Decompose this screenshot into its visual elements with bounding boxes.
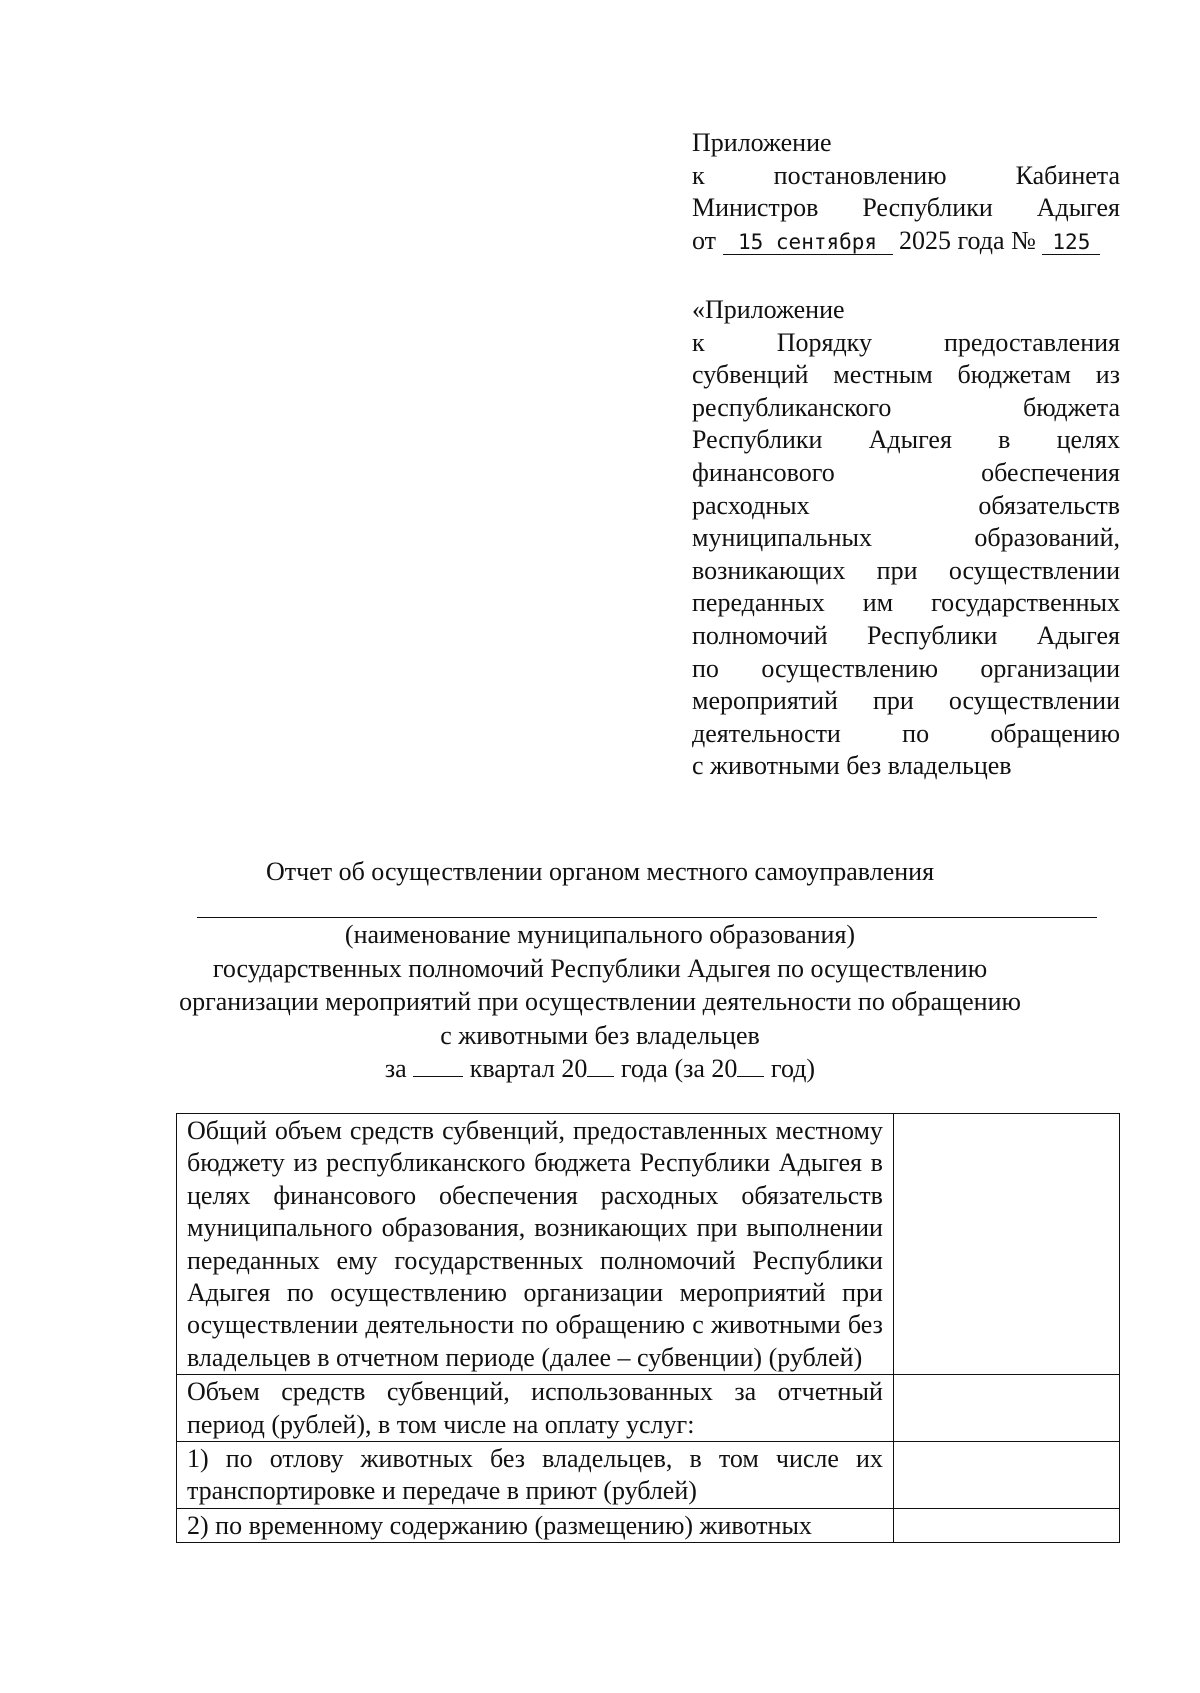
annex-word: Кабинета [1015, 160, 1120, 190]
annex-header [692, 127, 1120, 257]
annex-quote-line: расходных обязательств [692, 490, 1120, 520]
period-text: за [384, 1054, 407, 1084]
annex-word: Республики [862, 193, 993, 223]
annex-quote-last-line: с животными без владельцев [692, 751, 1012, 781]
row-value [893, 1442, 1119, 1509]
annex-quote-title: «Приложение [692, 295, 845, 324]
annex-quote-line: субвенций местным бюджетам из [692, 360, 1120, 390]
table-row [177, 1508, 1120, 1542]
period-text: года (за 20 [620, 1054, 738, 1084]
annex-quote-line: по осуществлению организации [692, 653, 1120, 683]
year-blank [737, 1054, 764, 1077]
period-text: год) [770, 1054, 816, 1084]
annex-header-date-line [692, 225, 1120, 258]
placeholder-caption: (наименование муниципального образования) [344, 920, 856, 949]
annex-quote-line: деятельности по обращению [692, 718, 1120, 748]
annex-word: к [692, 160, 705, 190]
row-label: 1) по отлову животных без владельцев, в том числе их транспортировке и передаче в приют (рублей) [177, 1442, 894, 1509]
heading-line: государственных полномочий Республики Адыгея по осуществлению [212, 953, 988, 983]
quarter-blank [413, 1054, 463, 1077]
annex-quote-line: мероприятий при осуществлении [692, 686, 1120, 716]
row-label: 2) по временному содержанию (размещению) животных [177, 1508, 894, 1542]
table-row [177, 1114, 1120, 1375]
annex-quote-line: полномочий Республики Адыгея [692, 620, 1120, 650]
report-heading [150, 918, 1050, 1086]
row-value [893, 1375, 1119, 1442]
annex-quote-line: переданных им государственных [692, 588, 1120, 618]
handwritten-date: 15 сентября [723, 230, 893, 255]
annex-quote [692, 294, 1120, 783]
row-label: Объем средств субвенций, использованных за отчетный период (рублей), в том числе на оплату услуг: [177, 1375, 894, 1442]
annex-header-line2 [692, 160, 1120, 193]
annex-word: Адыгея [1036, 193, 1120, 223]
handwritten-number: 125 [1042, 230, 1100, 255]
annex-quote-line: возникающих при осуществлении [692, 555, 1120, 585]
period-text: квартал 20 [469, 1054, 588, 1084]
date-suffix: 2025 года № [899, 225, 1036, 255]
row-value [893, 1508, 1119, 1542]
report-title: Отчет об осуществлении органом местного самоуправления [265, 857, 935, 886]
table-row [177, 1442, 1120, 1509]
annex-quote-line: республиканского бюджета [692, 392, 1120, 422]
table-row [177, 1375, 1120, 1442]
year-blank [587, 1054, 614, 1077]
report-table [176, 1113, 1120, 1543]
annex-quote-line: муниципальных образований, [692, 523, 1120, 553]
annex-quote-line: финансового обеспечения [692, 457, 1120, 487]
annex-header-title: Приложение [692, 128, 832, 157]
report-period-line [150, 1052, 1050, 1086]
annex-quote-line: к Порядку предоставления [692, 327, 1120, 357]
annex-word: постановлению [773, 160, 947, 190]
heading-line: с животными без владельцев [440, 1020, 760, 1050]
row-label: Общий объем средств субвенций, предоставленных местному бюджету из республиканского бюджета Республики Адыгея в целях финансового обеспечения расходных обязательств муниципального образования, возникающих при выполнении переданных ему государственных полномочий Республики Адыгея по осуществлению организации мероприятий при осуществлении деятельности по обращению с животными без владельцев в отчетном периоде (далее – субвенции) (рублей) [177, 1114, 894, 1375]
annex-quote-line: Республики Адыгея в целях [692, 425, 1120, 455]
heading-line: организации мероприятий при осуществлении деятельности по обращению [179, 987, 1021, 1017]
annex-header-line3 [692, 192, 1120, 225]
date-prefix: от [692, 225, 717, 255]
row-value [893, 1114, 1119, 1375]
annex-word: Министров [692, 193, 819, 223]
